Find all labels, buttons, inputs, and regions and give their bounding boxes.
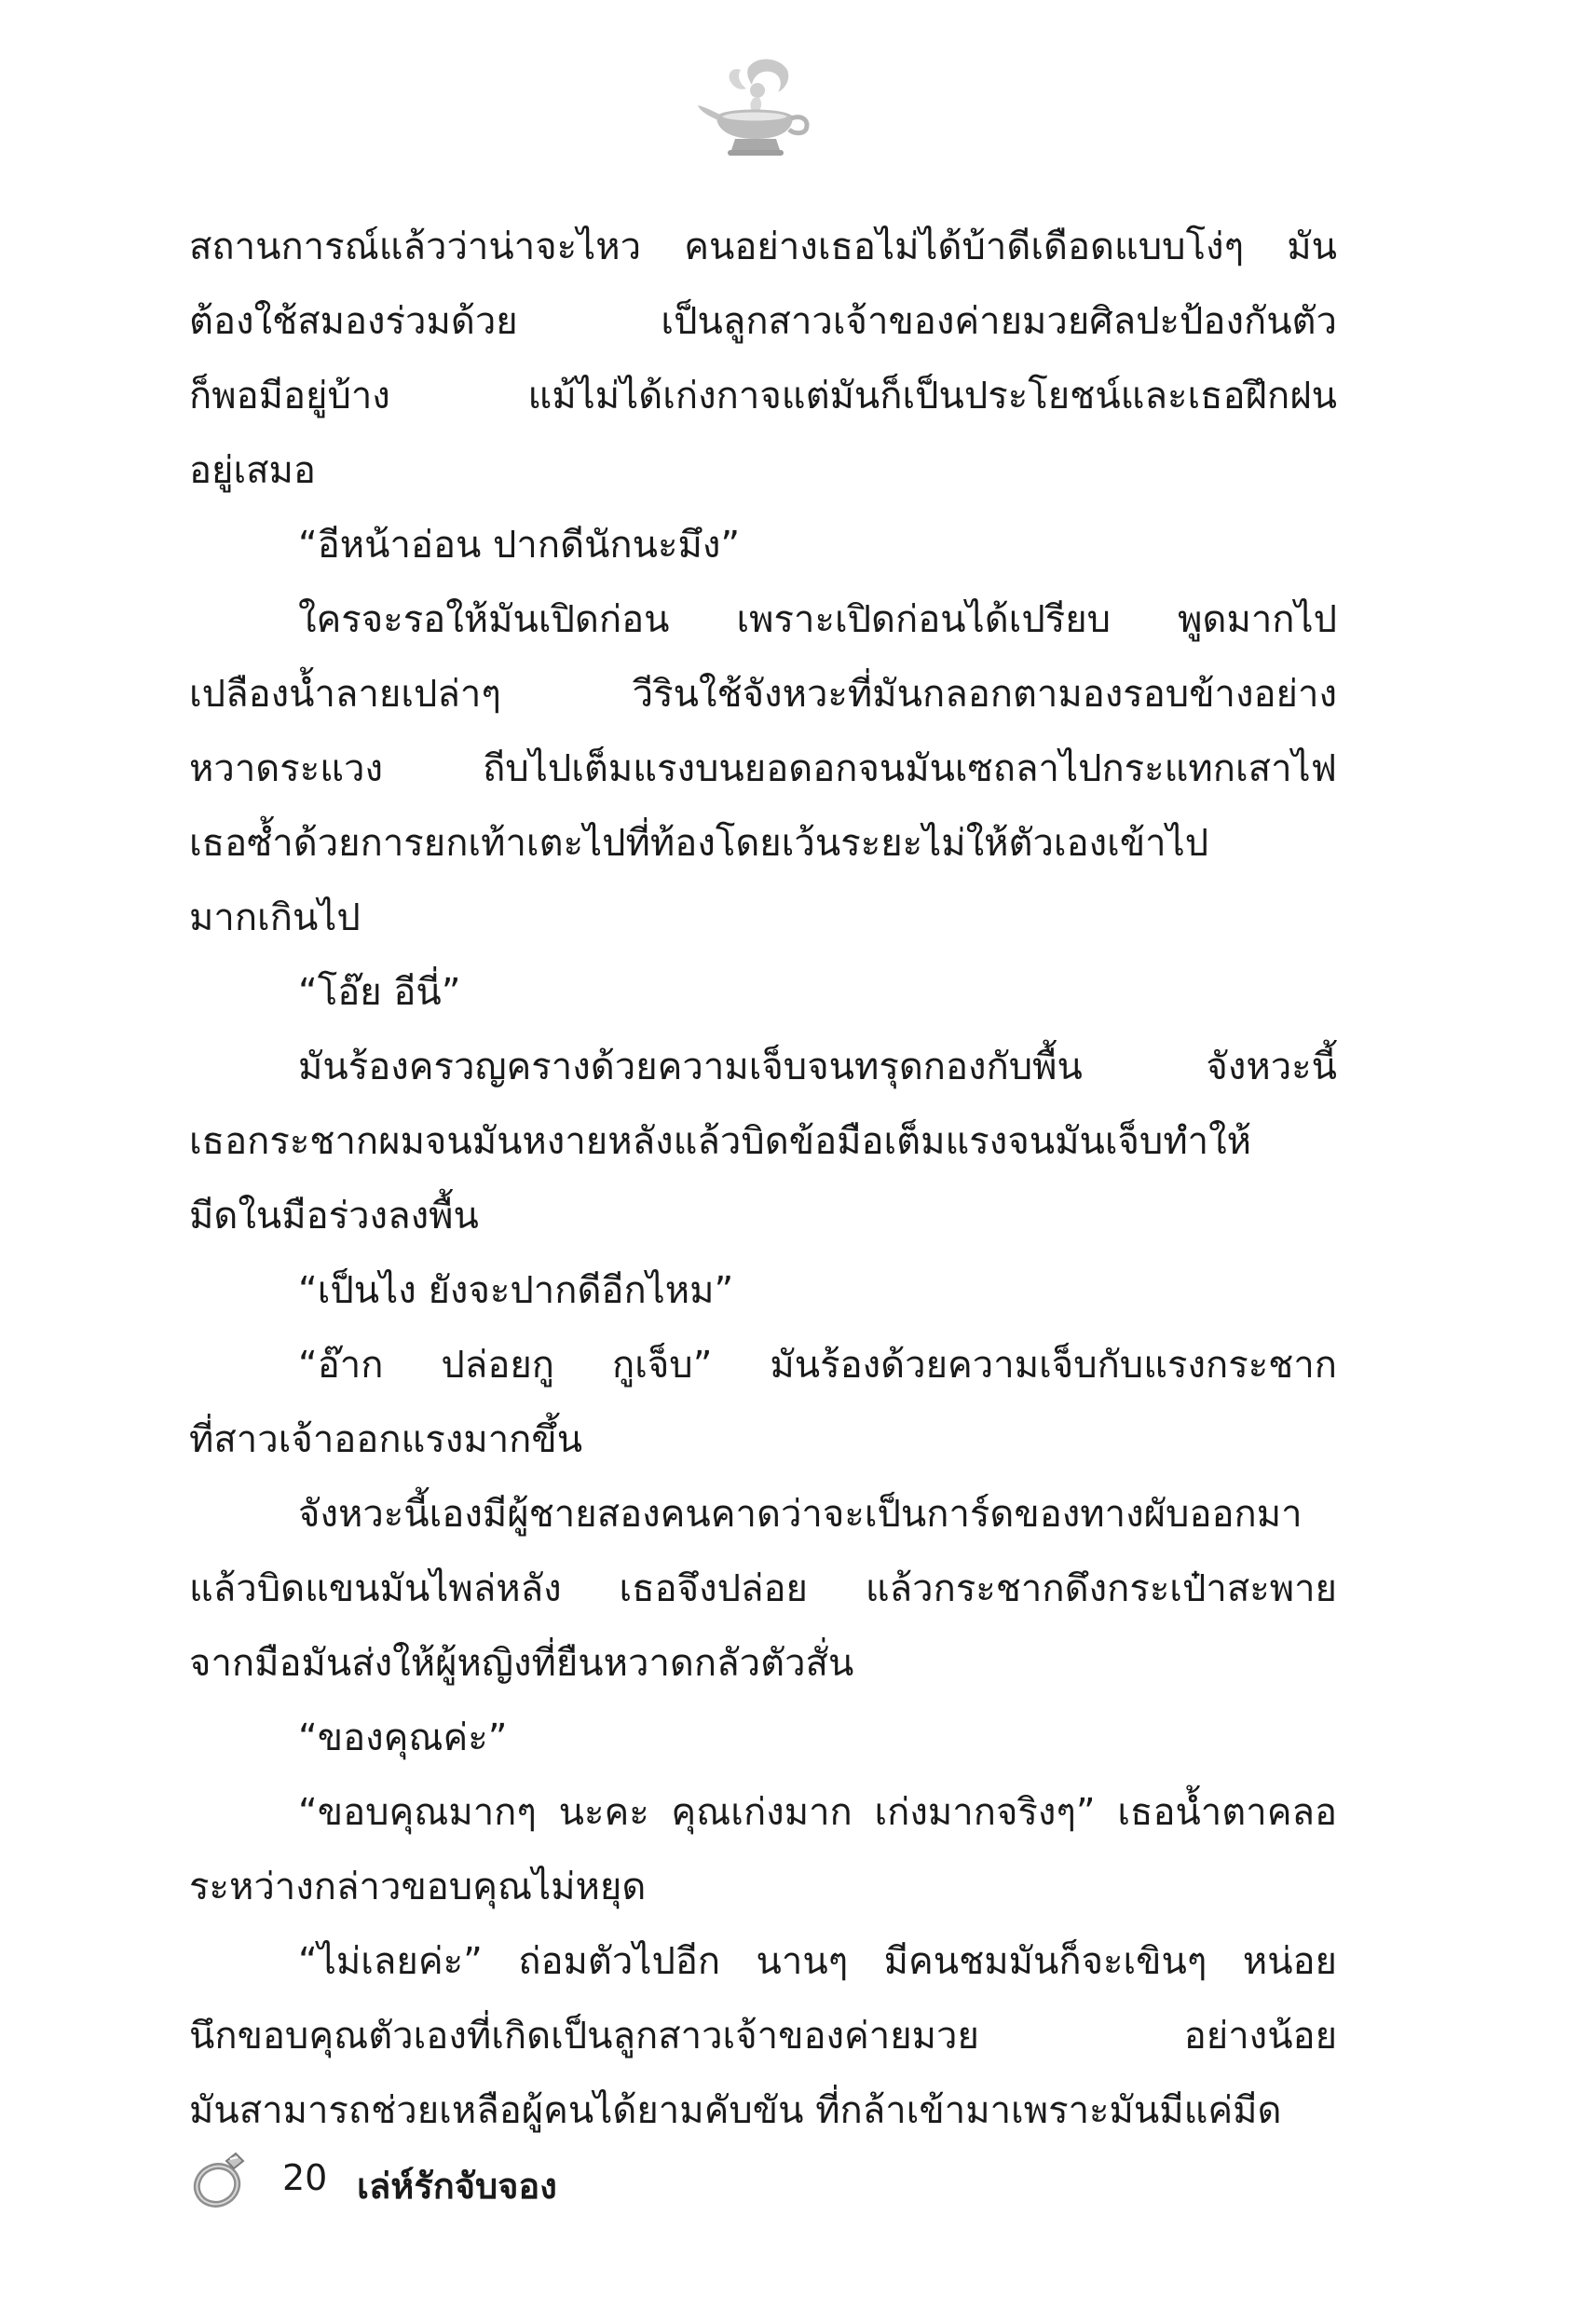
text-line: มันร้องครวญครางด้วยความเจ็บจนทรุดกองกับพื้น จังหวะนี้ [298,1046,1337,1088]
text-line: เปลืองน้ำลายเปล่าๆ วีรินใช้จังหวะที่มันกลอกตามองรอบข้างอย่าง [189,673,1337,716]
text-line: สถานการณ์แล้วว่าน่าจะไหว คนอย่างเธอไม่ได้บ้าดีเดือดแบบโง่ๆ มัน [189,226,1337,268]
text-line: เธอซ้ำด้วยการยกเท้าเตะไปที่ท้องโดยเว้นระยะไม่ให้ตัวเองเข้าไป [189,822,1209,865]
text-line: “อ๊าก ปล่อยกู กูเจ็บ” มันร้องด้วยความเจ็บกับแรงกระชาก [298,1344,1337,1387]
text-line: “โอ๊ย อีนี่” [298,971,461,1014]
text-line: ต้องใช้สมองร่วมด้วย เป็นลูกสาวเจ้าของค่ายมวยศิลปะป้องกันตัว [189,300,1337,343]
text-line: หวาดระแวง ถีบไปเต็มแรงบนยอดอกจนมันเซถลาไปกระแทกเสาไฟ [189,747,1337,790]
text-line: อยู่เสมอ [189,449,316,492]
page-footer [189,2148,841,2213]
text-line: ระหว่างกล่าวขอบคุณไม่หยุด [189,1866,647,1908]
text-line: แล้วบิดแขนมันไพล่หลัง เธอจึงปล่อย แล้วกระชากดึงกระเป๋าสะพาย [189,1567,1337,1610]
text-line: เธอกระชากผมจนมันหงายหลังแล้วบิดข้อมือเต็มแรงจนมันเจ็บทำให้ [189,1120,1252,1163]
text-line: มันสามารถช่วยเหลือผู้คนได้ยามคับขัน ที่กล้าเข้ามาเพราะมันมีแค่มีด [189,2089,1282,2132]
text-line: มีดในมือร่วงลงพื้น [189,1195,479,1238]
text-line: จากมือมันส่งให้ผู้หญิงที่ยืนหวาดกลัวตัวสั่น [189,1642,854,1685]
text-line: จังหวะนี้เองมีผู้ชายสองคนคาดว่าจะเป็นการ์ดของทางผับออกมา [298,1493,1303,1536]
ring-icon [189,2148,252,2211]
magic-lamp-emblem-icon [694,51,815,172]
text-line: “ของคุณค่ะ” [298,1716,508,1759]
text-line: นึกขอบคุณตัวเองที่เกิดเป็นลูกสาวเจ้าของค่ายมวย อย่างน้อย [189,2015,1337,2058]
text-line: มากเกินไป [189,896,361,939]
text-line: ก็พอมีอยู่บ้าง แม้ไม่ได้เก่งกาจแต่มันก็เป็นประโยชน์และเธอฝึกฝน [189,375,1337,417]
text-line: ที่สาวเจ้าออกแรงมากขึ้น [189,1418,583,1461]
page-number: 20 [282,2157,328,2198]
book-title: เล่ห์รักจับจอง [357,2166,557,2207]
text-line: ใครจะรอให้มันเปิดก่อน เพราะเปิดก่อนได้เปรียบ พูดมากไป [298,598,1337,641]
body-text [189,210,1337,2148]
text-line: “ขอบคุณมากๆ นะคะ คุณเก่งมาก เก่งมากจริงๆ” เธอน้ำตาคลอ [298,1791,1337,1834]
text-line: “อีหน้าอ่อน ปากดีนักนะมึง” [298,524,741,567]
text-line: “ไม่เลยค่ะ” ถ่อมตัวไปอีก นานๆ มีคนชมมันก็จะเขินๆ หน่อย [298,1940,1337,1983]
text-line: “เป็นไง ยังจะปากดีอีกไหม” [298,1269,734,1312]
